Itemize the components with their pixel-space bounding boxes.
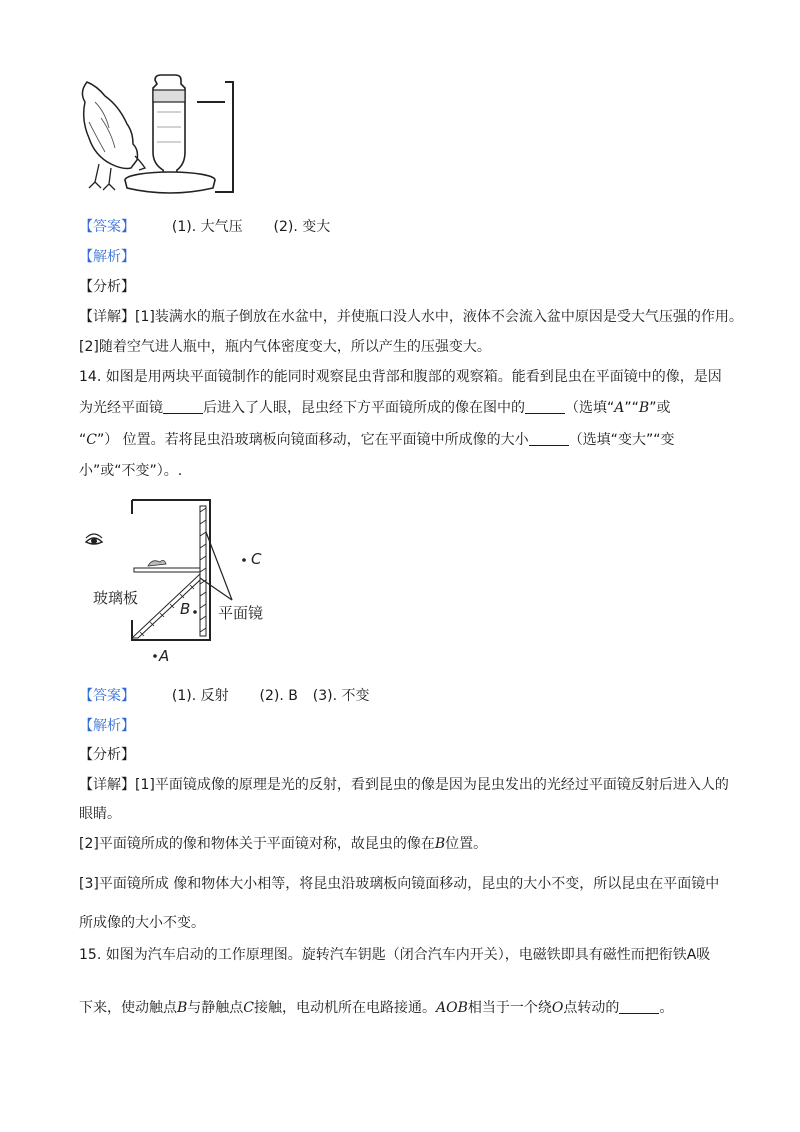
question-stem: ”“ [624,400,639,416]
option-label: A [614,400,625,416]
question-stem: 为光经平面镜 [79,400,163,416]
answer-blank [619,999,659,1014]
answer-tag: 【答案】 [79,219,135,235]
question-stem: 点转动的 [563,1000,620,1016]
question-stem: （选填“变大”“变 [568,432,675,448]
detail-text: [2]随着空气进人瓶中，瓶内气体密度变大，所以产生的压强变大。 [79,339,491,355]
question-stem: ”） 位置。若将昆虫沿玻璃板向镜面移动，它在平面镜中所成像的大小 [96,432,529,448]
option-label: O [551,1000,564,1016]
answer-tag: 【答案】 [79,688,135,704]
option-label: B [638,400,650,416]
answer-blank [525,399,565,414]
question-stem: （选填“ [565,400,615,416]
question-stem: “ [79,432,87,448]
detail-tag: 【详解】 [79,309,135,325]
figure-label-mirror: 平面镜 [218,604,264,622]
answer-blank [529,431,569,446]
question-stem: 下来，使动触点 [79,1000,177,1016]
answer-2: (2). 变大 [273,219,331,235]
question-stem: 与静触点 [187,1000,244,1016]
detail-text: [3]平面镜所成 像和物体大小相等，将昆虫沿玻璃板向镜面移动，昆虫的大小不变，所以昆虫在平面镜中 [79,876,720,892]
figure-label-A: A [159,647,170,665]
answer-1: (1). 反射 [171,688,229,704]
question-stem: 15. 如图为汽车启动的工作原理图。旋转汽车钥匙（闭合汽车内开关），电磁铁即具有磁性而把衔铁A吸 [79,947,711,963]
answer-1: (1). 大气压 [171,219,243,235]
question-stem: 。 [659,1000,674,1016]
question-stem: 小”或“不变”）。. [79,463,183,479]
figure-label-C: C [251,550,262,568]
fenxi-tag: 【分析】 [79,279,135,295]
observation-box-figure [82,492,282,667]
question-stem: 相当于一个绕 [467,1000,552,1016]
answer-blank [163,399,203,414]
question-stem: 14. 如图是用两块平面镜制作的能同时观察昆虫背部和腹部的观察箱。能看到昆虫在平面镜中的像，是因 [79,369,722,385]
figure-label-B: B [180,600,191,618]
question-stem: 后进入了人眼，昆虫经下方平面镜所成的像在图中的 [203,400,525,416]
detail-tag: 【详解】 [79,777,135,793]
answer-3: (3). 不变 [312,688,370,704]
detail-text: 眼睛。 [79,806,121,822]
option-label: AOB [436,1000,468,1016]
chicken-bottle-figure [75,72,245,197]
fenxi-tag: 【分析】 [79,747,135,763]
detail-text: [1]平面镜成像的原理是光的反射，看到昆虫的像是因为昆虫发出的光经过平面镜反射后进入人的 [135,777,729,793]
analysis-tag: 【解析】 [79,718,135,734]
analysis-tag: 【解析】 [79,249,135,265]
question-stem: 接触，电动机所在电路接通。 [254,1000,437,1016]
detail-text: [1]装满水的瓶子倒放在水盆中，并使瓶口没人水中，液体不会流入盆中原因是受大气压强的作用。 [135,309,743,325]
option-label: B [434,836,446,852]
answer-2: (2). B [259,688,298,704]
detail-text: [2]平面镜所成的像和物体关于平面镜对称，故昆虫的像在 [79,836,435,852]
question-stem: ”或 [649,400,671,416]
option-label: C [243,1000,255,1016]
figure-label-glass: 玻璃板 [93,589,139,607]
detail-text: 所成像的大小不变。 [79,915,205,931]
detail-text: 位置。 [445,836,488,852]
option-label: C [86,432,97,448]
option-label: B [177,1000,188,1016]
